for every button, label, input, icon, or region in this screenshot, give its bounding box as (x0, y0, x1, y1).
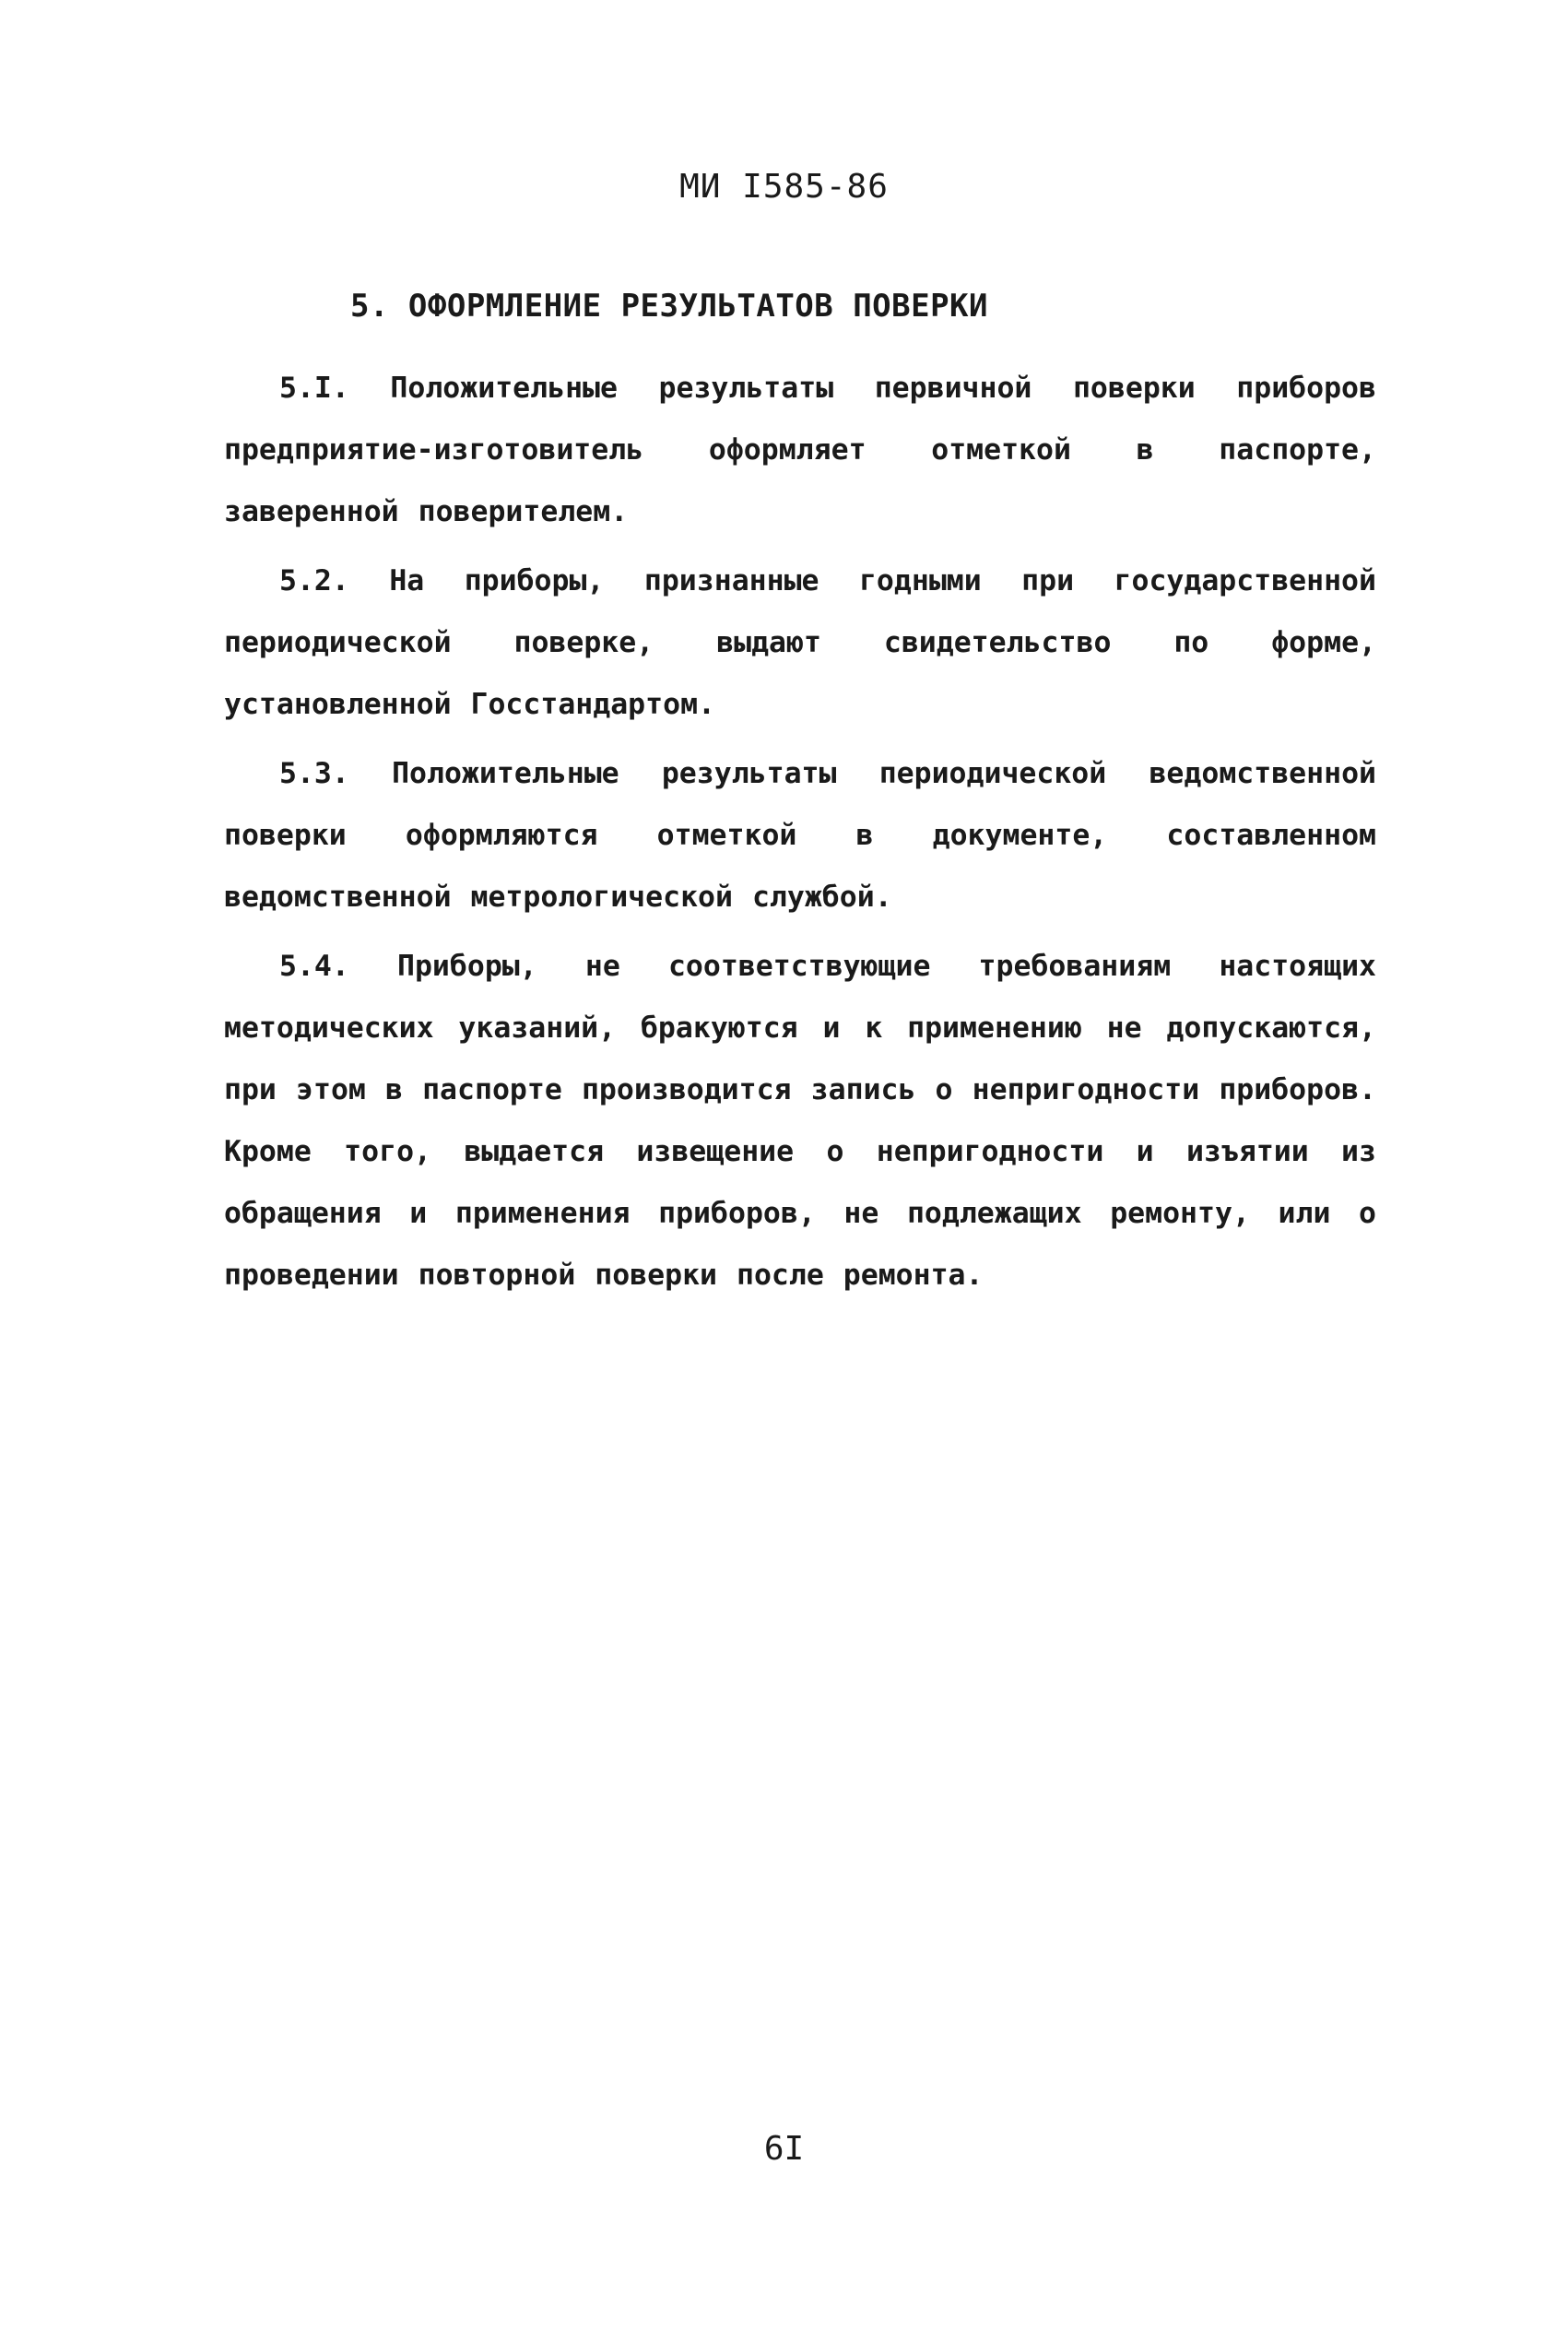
section-heading: 5. ОФОРМЛЕНИЕ РЕЗУЛЬТАТОВ ПОВЕРКИ (350, 288, 989, 325)
paragraph-5-1: 5.I. Положительные результаты первичной поверки приборов предприятие-изготовитель оформляет отметкой в паспорте, заверенной поверителем. (224, 372, 1376, 528)
section-body (224, 358, 1376, 1314)
document-code: МИ I585-86 (679, 168, 889, 206)
paragraph-5-3: 5.3. Положительные результаты периодической ведомственной поверки оформляются отметкой в документе, составленном ведомственной метрологической службой. (224, 757, 1376, 914)
paragraph-5-2: 5.2. На приборы, признанные годными при государственной периодической поверке, выдают свидетельство по форме, установленной Госстандартом. (224, 564, 1376, 721)
page-number: 6I (763, 2130, 805, 2168)
paragraph-5-4: 5.4. Приборы, не соответствующие требованиям настоящих методических указаний, бракуются и к применению не допускаются, при этом в паспорте производится запись о непригодности приборов. Кроме того, выдается извещение о непригодности и изъятии из обращения и применения приборов, не подлежащих ремонту, или о проведении повторной поверки после ремонта. (224, 950, 1376, 1292)
